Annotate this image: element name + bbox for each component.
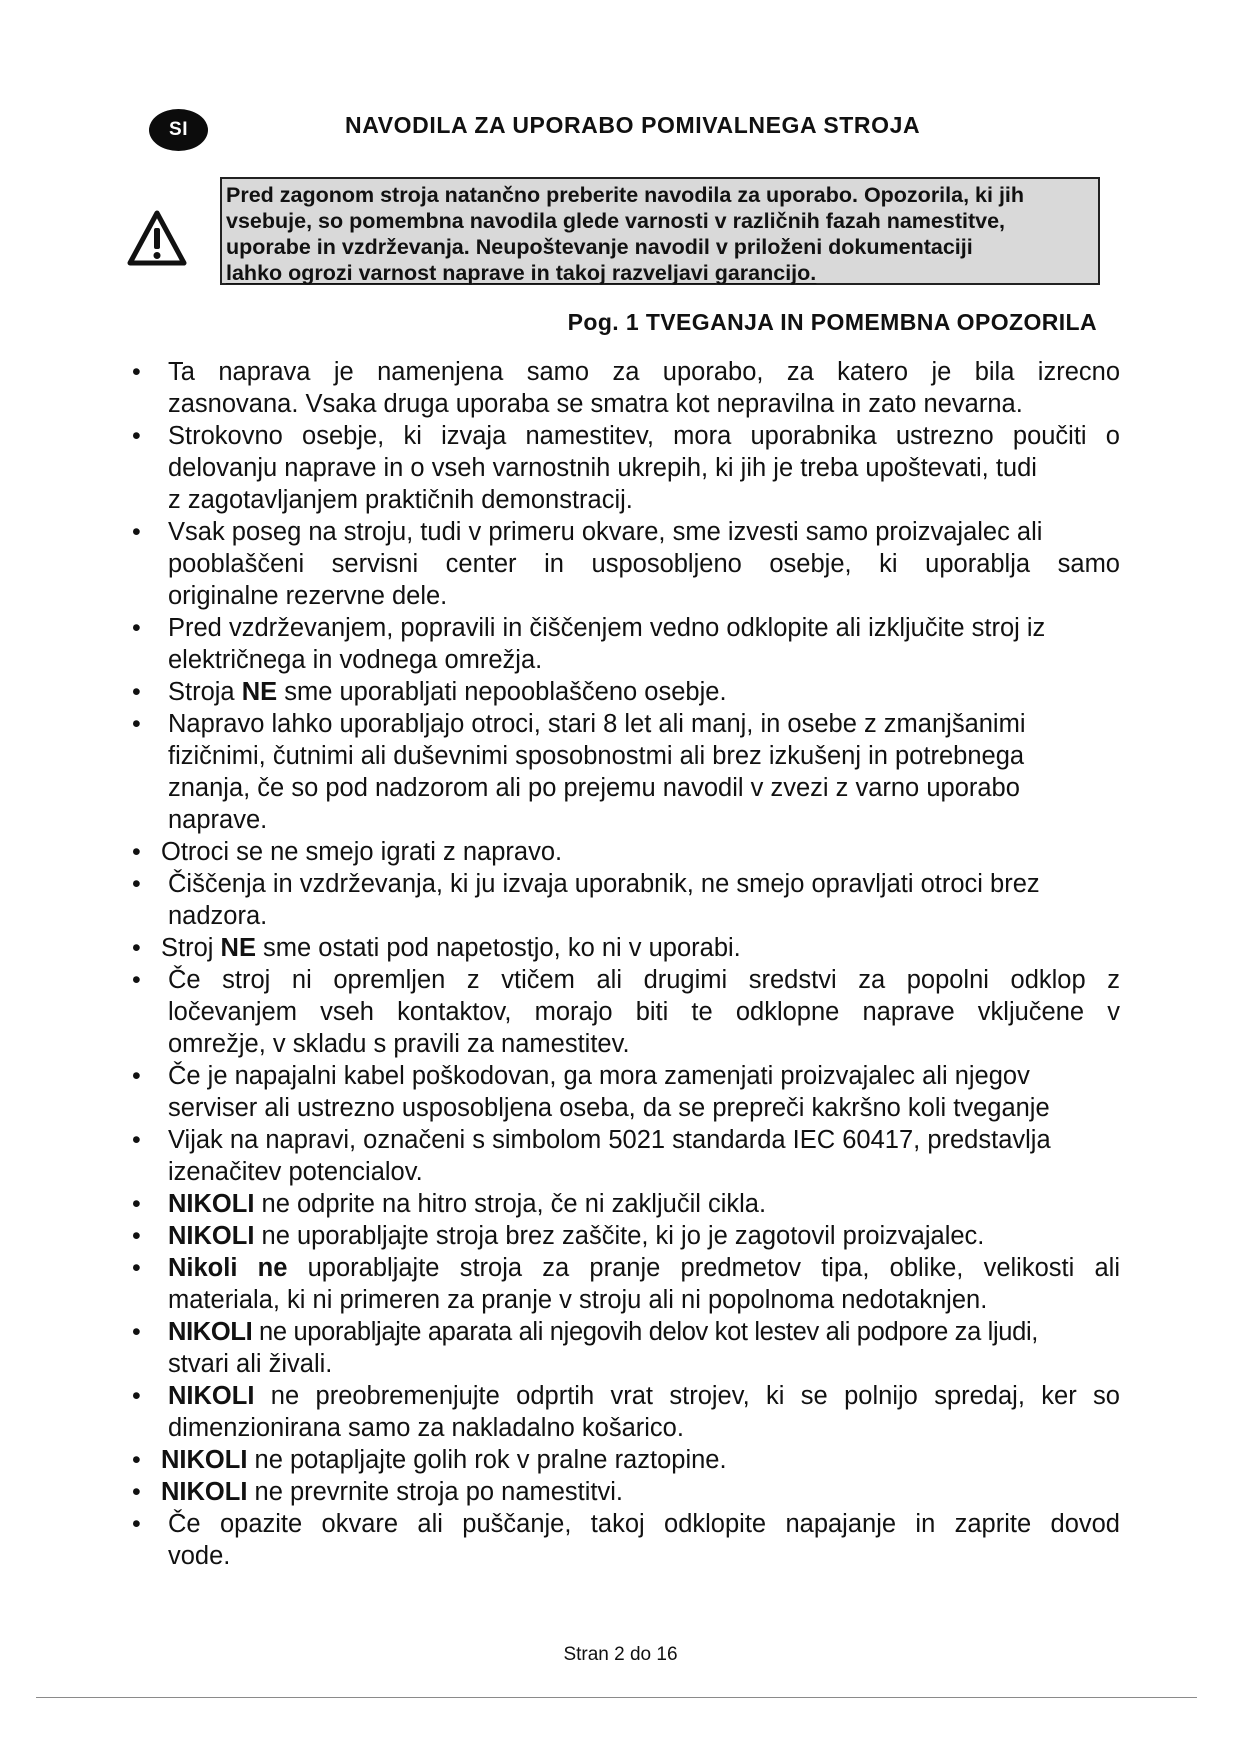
bullet-icon: • xyxy=(132,1126,141,1154)
list-item-text: sme uporabljati nepooblaščeno osebje. xyxy=(277,678,727,706)
notice-line: vsebuje, so pomembna navodila glede varnosti v različnih fazah namestitve, xyxy=(226,209,1006,233)
list-item-line: pooblaščeni servisni center in usposobljeno osebje, ki uporablja samo xyxy=(168,550,1120,578)
bullet-icon: • xyxy=(132,358,141,386)
bullet-icon: • xyxy=(132,870,141,898)
section-heading: Pog. 1 TVEGANJA IN POMEMBNA OPOZORILA xyxy=(567,309,1097,335)
list-item-line: električnega in vodnega omrežja. xyxy=(168,646,543,674)
list-item xyxy=(130,1252,1120,1316)
safety-notice-box xyxy=(220,177,1100,285)
list-item-line: Če stroj ni opremljen z vtičem ali drugimi sredstvi za popolni odklop z xyxy=(168,966,1120,994)
list-item-line: Ta naprava je namenjena samo za uporabo, za katero je bila izrecno xyxy=(168,358,1120,386)
list-item-text: ne odprite na hitro stroja, če ni zaključil cikla. xyxy=(254,1190,767,1218)
bullet-icon: • xyxy=(132,1190,141,1218)
list-item-line: izenačitev potencialov. xyxy=(168,1158,423,1186)
list-item-line xyxy=(168,1220,1120,1252)
list-item-line: vode. xyxy=(168,1542,231,1570)
emphasis-text: NE xyxy=(241,678,278,706)
bullet-icon: • xyxy=(132,614,141,642)
notice-line: uporabe in vzdrževanja. Neupoštevanje navodil v priloženi dokumentaciji xyxy=(226,235,973,259)
list-item xyxy=(130,1476,1120,1508)
warning-triangle-icon xyxy=(127,209,187,267)
emphasis-text: NIKOLI xyxy=(168,1190,255,1218)
language-badge-label: SI xyxy=(169,119,188,140)
list-item-line: dimenzionirana samo za nakladalno košarico. xyxy=(168,1414,684,1442)
list-item-line: Napravo lahko uporabljajo otroci, stari 8 let ali manj, in osebe z zmanjšanimi xyxy=(168,710,1026,738)
list-item xyxy=(130,612,1120,676)
list-item-line: Pred vzdrževanjem, popravili in čiščenjem vedno odklopite ali izključite stroj iz xyxy=(168,614,1046,642)
list-item-text: Stroja xyxy=(168,678,242,706)
list-item xyxy=(130,836,1120,868)
list-item-line xyxy=(168,1252,1120,1284)
list-item xyxy=(130,1124,1120,1188)
list-item-line: Otroci se ne smejo igrati z napravo. xyxy=(161,838,563,866)
list-item-text: sme ostati pod napetostjo, ko ni v uporabi. xyxy=(255,934,741,962)
list-item-text: Stroj xyxy=(161,934,221,962)
list-item-text: ne uporabljajte stroja brez zaščite, ki jo je zagotovil proizvajalec. xyxy=(254,1222,985,1250)
bullet-icon: • xyxy=(132,422,141,450)
bullet-icon: • xyxy=(132,1510,141,1538)
list-item-text: uporabljajte stroja za pranje predmetov tipa, oblike, velikosti ali xyxy=(287,1254,1120,1282)
list-item-line: serviser ali ustrezno usposobljena oseba, da se prepreči kakršno koli tveganje xyxy=(168,1094,1050,1122)
page-number: Stran 2 do 16 xyxy=(563,1644,678,1665)
list-item-line xyxy=(168,1188,1120,1220)
list-item-line: Vsak poseg na stroju, tudi v primeru okvare, sme izvesti samo proizvajalec ali xyxy=(168,518,1043,546)
list-item xyxy=(130,516,1120,612)
bullet-icon: • xyxy=(132,1254,141,1282)
emphasis-text: NE xyxy=(220,934,256,962)
list-item xyxy=(130,1444,1120,1476)
list-item xyxy=(130,356,1120,420)
list-item-text: ne prevrnite stroja po namestitvi. xyxy=(247,1478,624,1506)
list-item-line: stvari ali živali. xyxy=(168,1350,333,1378)
list-item-line: omrežje, v skladu s pravili za namestitev. xyxy=(168,1030,630,1058)
list-item-line xyxy=(168,1316,1120,1348)
language-badge xyxy=(149,109,208,151)
bullet-icon: • xyxy=(132,934,141,962)
list-item-line xyxy=(161,932,1120,964)
list-item xyxy=(130,1508,1120,1572)
list-item-line: Če opazite okvare ali puščanje, takoj odklopite napajanje in zaprite dovod xyxy=(168,1510,1120,1538)
list-item-line: zasnovana. Vsaka druga uporaba se smatra kot nepravilna in zato nevarna. xyxy=(168,390,1023,418)
bullet-icon: • xyxy=(132,710,141,738)
list-item-line: naprave. xyxy=(168,806,268,834)
list-item-line: Čiščenja in vzdrževanja, ki ju izvaja uporabnik, ne smejo opravljati otroci brez xyxy=(168,870,1040,898)
list-item-line xyxy=(161,1476,1120,1508)
bullet-icon: • xyxy=(132,518,141,546)
list-item-text: ne potapljajte golih rok v pralne raztopine. xyxy=(247,1446,727,1474)
list-item-line xyxy=(161,1444,1120,1476)
list-item-line: delovanju naprave in o vseh varnostnih ukrepih, ki jih je treba upoštevati, tudi xyxy=(168,454,1037,482)
list-item xyxy=(130,1188,1120,1220)
list-item-line: originalne rezervne dele. xyxy=(168,582,448,610)
bullet-icon: • xyxy=(132,1222,141,1250)
emphasis-text: NIKOLI xyxy=(161,1478,248,1506)
notice-line: Pred zagonom stroja natančno preberite navodila za uporabo. Opozorila, ki jih xyxy=(226,183,1025,207)
list-item xyxy=(130,932,1120,964)
list-item-line: ločevanjem vseh kontaktov, morajo biti te odklopne naprave vključene v xyxy=(168,998,1120,1026)
list-item-text: ne preobremenjujte odprtih vrat strojev, ki se polnijo spredaj, ker so xyxy=(254,1382,1120,1410)
list-item xyxy=(130,676,1120,708)
emphasis-text: NIKOLI xyxy=(168,1222,255,1250)
list-item xyxy=(130,1316,1120,1380)
list-item-line xyxy=(168,1380,1120,1412)
list-item-line: fizičnimi, čutnimi ali duševnimi sposobnostmi ali brez izkušenj in potrebnega xyxy=(168,742,1025,770)
bullet-icon: • xyxy=(132,1062,141,1090)
list-item-line: Strokovno osebje, ki izvaja namestitev, mora uporabnika ustrezno poučiti o xyxy=(168,422,1120,450)
bullet-icon: • xyxy=(132,1446,141,1474)
emphasis-text: NIKOLI xyxy=(161,1446,248,1474)
list-item xyxy=(130,1380,1120,1444)
list-item xyxy=(130,1220,1120,1252)
list-item xyxy=(130,1060,1120,1124)
bullet-icon: • xyxy=(132,678,141,706)
list-item xyxy=(130,964,1120,1060)
list-item-line: materiala, ki ni primeren za pranje v stroju ali ni popolnoma nedotaknjen. xyxy=(168,1286,988,1314)
safety-rules-list xyxy=(130,356,1120,1572)
bullet-icon: • xyxy=(132,1382,141,1410)
list-item xyxy=(130,708,1120,836)
bullet-icon: • xyxy=(132,1478,141,1506)
list-item xyxy=(130,420,1120,516)
bullet-icon: • xyxy=(132,1318,141,1346)
list-item-line: Če je napajalni kabel poškodovan, ga mora zamenjati proizvajalec ali njegov xyxy=(168,1062,1030,1090)
list-item-line xyxy=(168,676,1120,708)
emphasis-text: NIKOLI xyxy=(168,1318,253,1346)
emphasis-text: NIKOLI xyxy=(168,1382,255,1410)
list-item-text: ne uporabljajte aparata ali njegovih delov kot lestev ali podpore za ljudi, xyxy=(252,1318,1038,1346)
bullet-icon: • xyxy=(132,966,141,994)
list-item-line: nadzora. xyxy=(168,902,268,930)
emphasis-text: Nikoli ne xyxy=(168,1254,288,1282)
list-item xyxy=(130,868,1120,932)
list-item-line: znanja, če so pod nadzorom ali po prejemu navodil v zvezi z varno uporabo xyxy=(168,774,1020,802)
list-item-line: z zagotavljanjem praktičnih demonstracij. xyxy=(168,486,633,514)
list-item-line: Vijak na napravi, označeni s simbolom 5021 standarda IEC 60417, predstavlja xyxy=(168,1126,1051,1154)
document-title: NAVODILA ZA UPORABO POMIVALNEGA STROJA xyxy=(345,112,921,138)
bullet-icon: • xyxy=(132,838,141,866)
footer-divider xyxy=(36,1697,1197,1698)
notice-line: lahko ogrozi varnost naprave in takoj razveljavi garancijo. xyxy=(226,261,817,285)
